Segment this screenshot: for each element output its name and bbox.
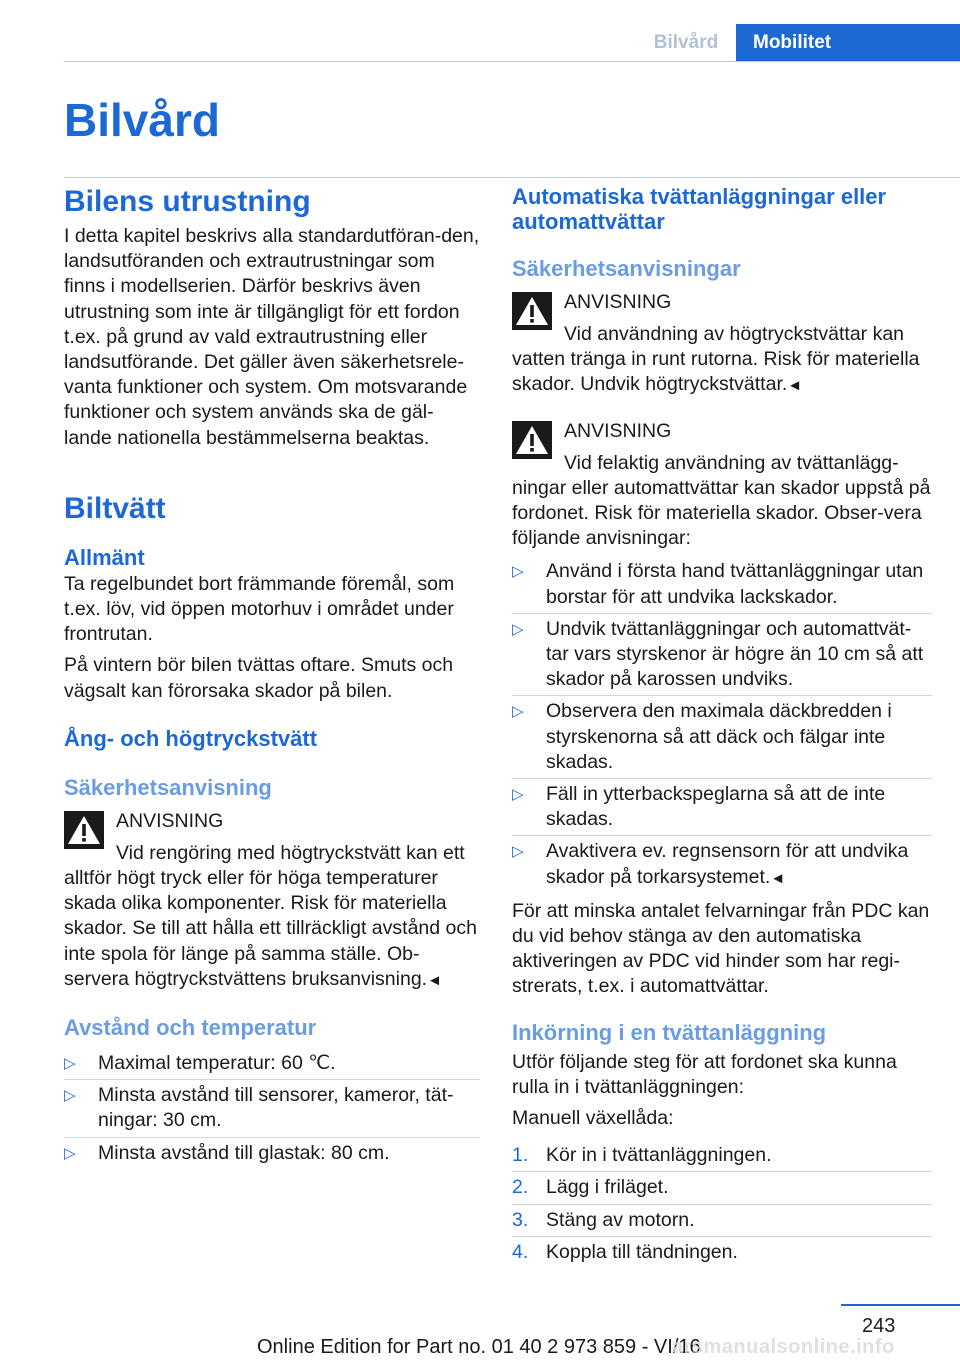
header-rule (64, 61, 960, 62)
warning-label: ANVISNING (116, 809, 224, 832)
warning-text-first: Vid rengöring med högtryckstvätt kan ett (116, 841, 465, 864)
section-title-car-wash: Biltvätt (64, 491, 166, 525)
warning-text-rest: ningar eller automattvättar kan skador uppstå på fordonet. Risk för materiella skador. Obser-vera följande anvisningar: (512, 476, 931, 550)
wash-instructions-list (512, 559, 932, 890)
chapter-title: Bilvård (64, 94, 220, 146)
triangle-bullet-icon: ▷ (512, 620, 524, 638)
end-mark-icon: ◄ (787, 377, 803, 395)
warning-text-rest: vatten tränga in runt rutorna. Risk för materiella skador. Undvik högtryckstvättar.◄ (512, 348, 920, 396)
section-title-equipment: Bilens utrustning (64, 185, 311, 218)
list-item: 4. Koppla till tändningen. (512, 1240, 932, 1265)
warning-high-pressure (64, 809, 480, 993)
safety-instructions-heading: Säkerhetsanvisningar (512, 256, 741, 281)
step-number: 1. (512, 1144, 529, 1167)
step-number: 2. (512, 1176, 529, 1199)
subsection-title-steam-wash: Ång- och högtryckstvätt (64, 725, 318, 751)
list-item: 3. Stäng av motorn. (512, 1208, 932, 1233)
distance-list (64, 1051, 480, 1166)
triangle-bullet-icon: ▷ (64, 1055, 76, 1073)
general-paragraph-1: Ta regelbundet bort främmande föremål, som t.ex. löv, vid öppen motorhuv i området under frontrutan. (64, 572, 455, 646)
end-mark-icon: ◄ (770, 869, 786, 887)
break-in-heading: Inkörning i en tvättanläggning (512, 1019, 827, 1045)
warning-incorrect-use (512, 419, 932, 552)
warning-text-rest: alltför högt tryck eller för höga temperaturer skada olika komponenter. Risk för materiella skador. Se till att hålla ett tillräckligt avstånd och inte spola för länge på samma ställe. Ob-servera högtryckstvättens bruksanvisning.◄ (64, 867, 477, 990)
list-item: ▷ Avaktivera ev. regnsensorn för att undvika skador på torkarsystemet.◄ (512, 840, 909, 888)
left-column (64, 184, 480, 1173)
footer-edition: Online Edition for Part no. 01 40 2 973 859 - VI/16 (257, 1336, 701, 1358)
warning-text-first: Vid felaktig användning av tvättanlägg- (564, 451, 899, 474)
warning-high-pressure-washers (512, 290, 932, 399)
triangle-bullet-icon: ▷ (512, 843, 524, 861)
triangle-bullet-icon: ▷ (64, 1144, 76, 1162)
pdc-paragraph: För att minska antalet felvarningar från PDC kan du vid behov stänga av den automatiska aktiveringen av PDC vid hinder som har regi-strerats, t.ex. i automattvättar. (512, 899, 930, 998)
step-number: 4. (512, 1240, 529, 1263)
end-mark-icon: ◄ (427, 971, 442, 989)
safety-heading: Säkerhetsanvisning (64, 774, 272, 800)
warning-triangle-icon (512, 292, 552, 330)
list-item: 1. Kör in i tvättanläggningen. (512, 1143, 932, 1168)
subsection-title-automatic-wash: Automatiska tvättanläggningar eller automattvättar (512, 184, 887, 234)
list-item: 2. Lägg i friläget. (512, 1175, 932, 1200)
warning-triangle-icon (512, 421, 552, 459)
triangle-bullet-icon: ▷ (512, 703, 524, 721)
list-item: ▷ Observera den maximala däckbredden i styrskenorna så att däck och fälgar inte skadas. (512, 699, 932, 775)
list-item: ▷ Maximal temperatur: 60 ℃. (64, 1051, 480, 1076)
warning-triangle-icon (64, 811, 104, 849)
watermark: arsmanualsonline.info (672, 1336, 895, 1358)
distance-heading: Avstånd och temperatur (64, 1015, 317, 1041)
manual-gearbox-label: Manuell växellåda: (512, 1107, 674, 1130)
list-item: ▷ Minsta avstånd till glastak: 80 cm. (64, 1141, 390, 1164)
list-item: ▷ Använd i första hand tvättanläggningar utan borstar för att undvika lackskador. (512, 559, 932, 609)
equipment-body: I detta kapitel beskrivs alla standardutföran-den, landsutföranden och extrautrustningar som finns i modellserien. Därför beskrivs även utrustning som inte är tillgängligt för ett fordon t.ex. på grund av vald extrautrustning eller landsutförande. Det gäller även säkerhetsrele-vanta funktioner och system. Om motsvarande funktioner och system används ska de gäl-lande nationella bestämmelserna beaktas. (64, 225, 480, 449)
step-number: 3. (512, 1208, 529, 1231)
subsection-title-general: Allmänt (64, 544, 145, 570)
right-column (512, 184, 932, 1272)
header-tab-bilvard[interactable]: Bilvård (653, 32, 719, 53)
break-in-intro: Utför följande steg för att fordonet ska kunna rulla in i tvättanläggningen: (512, 1050, 897, 1098)
title-rule (64, 177, 960, 178)
list-item: ▷ Minsta avstånd till sensorer, kameror, tät-ningar: 30 cm. (64, 1083, 480, 1133)
footer-rule (841, 1304, 960, 1306)
list-item: ▷ Undvik tvättanläggningar och automattvät-tar vars styrskenor är högre än 10 cm så att skador på karossen undviks. (512, 617, 932, 693)
warning-text-first: Vid användning av högtryckstvättar kan (564, 323, 905, 345)
list-item: ▷ Fäll in ytterbackspeglarna så att de inte skadas. (512, 782, 932, 832)
general-paragraph-2: På vintern bör bilen tvättas oftare. Smuts och vägsalt kan förorsaka skador på bilen. (64, 654, 454, 702)
page-number: 243 (862, 1315, 896, 1337)
warning-label: ANVISNING (564, 419, 672, 442)
warning-label: ANVISNING (564, 291, 672, 313)
triangle-bullet-icon: ▷ (512, 786, 524, 804)
triangle-bullet-icon: ▷ (64, 1087, 76, 1105)
triangle-bullet-icon: ▷ (512, 563, 524, 581)
steps-list (512, 1143, 932, 1265)
header-tab-mobilitet[interactable]: Mobilitet (736, 24, 960, 62)
